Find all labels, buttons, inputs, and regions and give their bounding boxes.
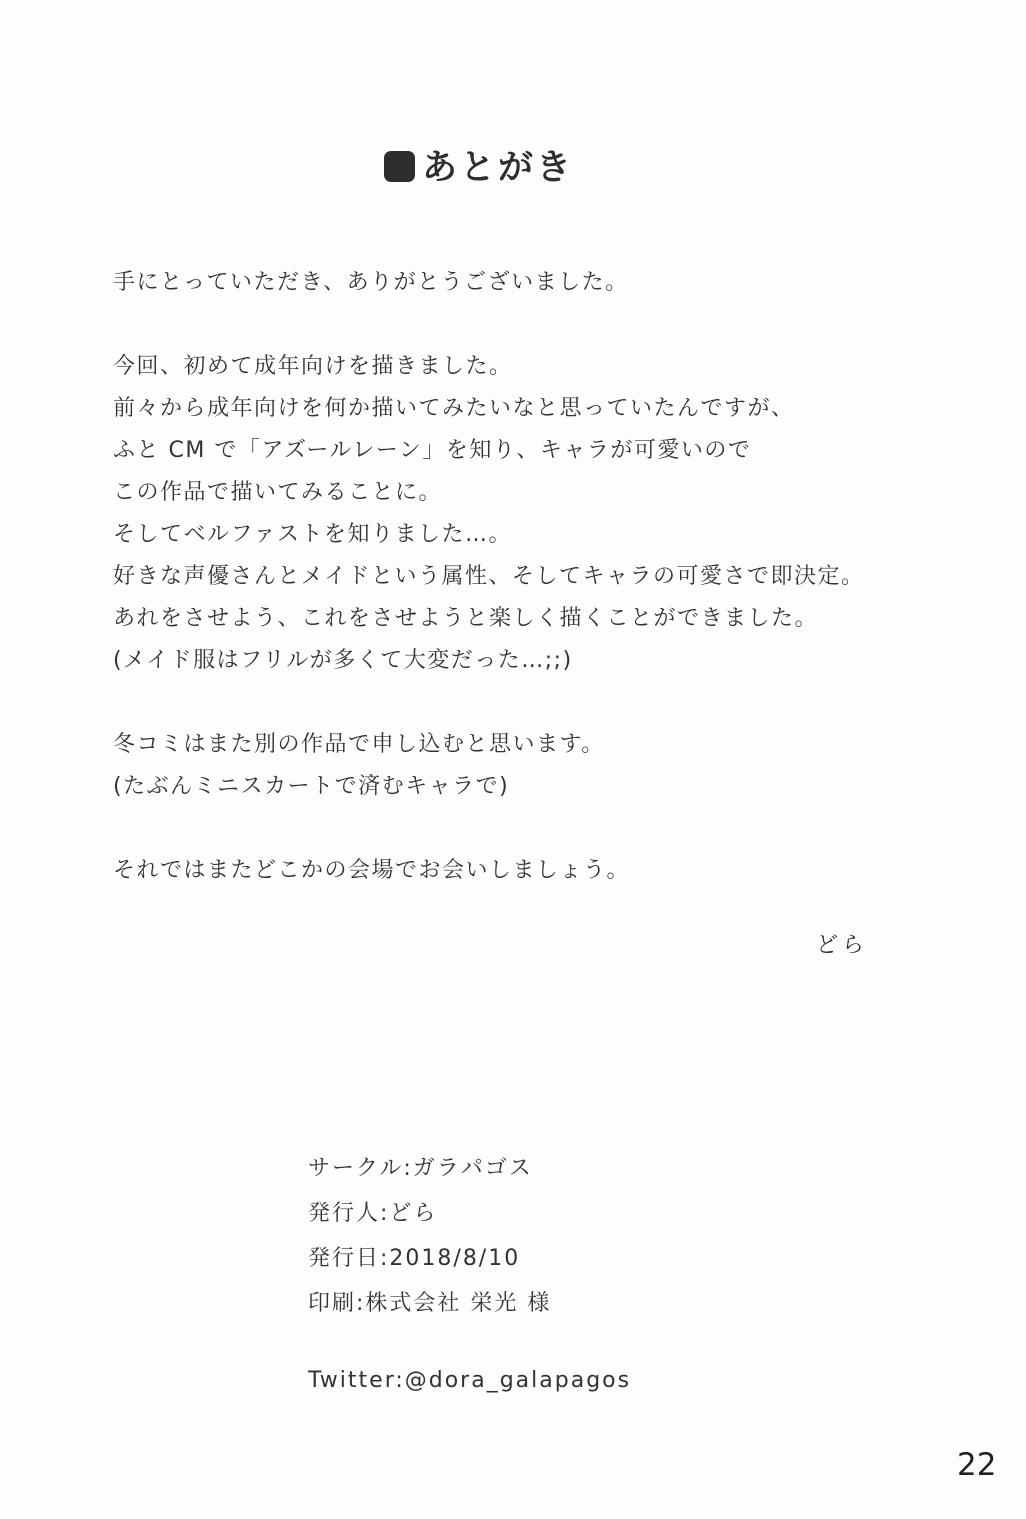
text-line: 前々から成年向けを何か描いてみたいなと思っていたんですが、 [113,396,795,421]
colophon-printer-line: 印刷:株式会社 栄光 様 [308,1291,552,1316]
text-line: ふと CM で「アズールレーン」を知り、キャラが可愛いので [113,438,752,463]
afterword-body [113,262,993,892]
colophon-circle-line: サークル:ガラパゴス [308,1156,533,1181]
title-square-icon [384,151,415,182]
page-title [384,140,574,190]
text-line: (メイド服はフリルが多くて大変だった…;;) [113,648,573,673]
colophon-publisher-line: 発行人:どら [308,1201,438,1226]
page-title-text: あとがき [422,148,575,188]
twitter-handle: Twitter:@dora_galapagos [308,1368,632,1393]
paragraph [113,262,993,304]
page-number: 22 [957,1447,997,1483]
text-line: それではまたどこかの会場でお会いしましょう。 [113,858,631,883]
text-line: 手にとっていただき、ありがとうございました。 [113,270,629,295]
text-line: 今回、初めて成年向けを描きました。 [113,354,513,379]
colophon-date-line: 発行日:2018/8/10 [308,1246,521,1271]
text-line: (たぶんミニスカートで済むキャラで) [113,774,510,799]
text-line: そしてベルファストを知りました…。 [113,522,513,547]
author-signature: どら [816,933,869,958]
text-line: あれをさせよう、これをさせようと楽しく描くことができました。 [113,606,819,631]
text-line: 好きな声優さんとメイドという属性、そしてキャラの可愛さで即決定。 [113,564,865,589]
colophon [308,1146,551,1326]
text-line: この作品で描いてみることに。 [113,480,443,505]
text-line: 冬コミはまた別の作品で申し込むと思います。 [113,732,605,757]
